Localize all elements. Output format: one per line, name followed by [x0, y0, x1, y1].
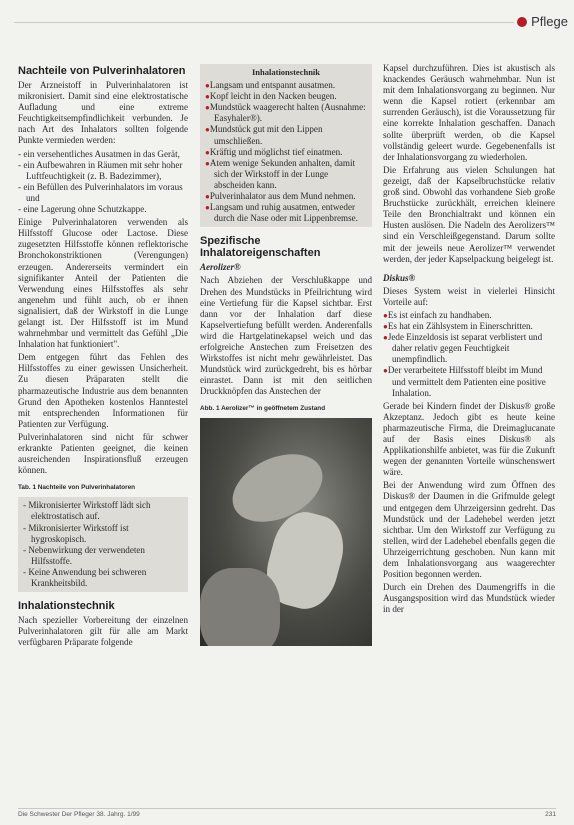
box-title: Inhalationstechnik: [251, 67, 321, 77]
list-item: ● Der verarbeitete Hilfsstoff bleibt im Mund und vermittelt dem Patienten eine positive Inhalation.: [383, 365, 555, 398]
paragraph: Die Erfahrung aus vielen Schulungen hat gezeigt, daß der Kapselbruchstücke relativ groß sind. Obwohl das vorhandene Sieb große Bruchstücke zurückhält, erreichen kleinere Teile den Bronchialtrakt und können ein Husten auslösen. Die Nadeln des Aerolizers™ sind ein Verschleißgegenstand. Darum sollte mit der jeweils neue Aerolizer™ verwendet werden, der jeder Kapselpackung beigelegt ist.: [383, 164, 555, 264]
heading-inhalationstechnik: Inhalationstechnik: [18, 600, 115, 613]
subheading-diskus: Diskus®: [383, 272, 416, 283]
column-1: [18, 65, 188, 650]
page-number: 231: [545, 811, 556, 818]
paragraph: Nach spezieller Vorbereitung der einzelnen Pulverinhalatoren gilt für alle am Markt verfügbaren Präparate folgende: [18, 615, 188, 648]
box-item: ● Langsam und entspannt ausatmen.: [205, 80, 367, 91]
table-caption: Tab. 1 Nachteile von Pulverinhalatoren: [18, 484, 136, 492]
box-item: ● Kopf leicht in den Nacken beugen.: [205, 91, 367, 102]
paragraph: Gerade bei Kindern findet der Diskus® große Akzeptanz. Jedoch gibt es heute keine pharmazeutische Firma, die Dreimaglucanate auf der Basis eines Diskus® als Applikationshilfe anbietet, was für die Zukunft wegen der genannten Vorteile wünschenswert wäre.: [383, 400, 555, 478]
list-item: - ein Befüllen des Pulverinhalators im voraus und: [18, 182, 188, 204]
box-item: ● Atem wenige Sekunden anhalten, damit sich der Wirkstoff in der Lunge abscheiden kann.: [205, 158, 367, 191]
list-item: ● Es ist einfach zu handhaben.: [383, 310, 555, 321]
heading-nachteile: Nachteile von Pulverinhalatoren: [18, 65, 186, 77]
list-item: - ein Aufbewahren in Räumen mit sehr hoher Luftfeuchtigkeit (z. B. Badezimmer),: [18, 160, 188, 182]
table-box: [18, 497, 188, 592]
paragraph: Einige Pulverinhalatoren verwenden als Hilfsstoff Glucose oder Lactose. Diese zugesetzten Hilfsstoffe können reflektorische Bronchokonstriktionen (Verengungen) erzeugen. Andererseits vermindert ein signifikanter Anteil der Patienten die Verwendung eines Hilfsstoffes als sehr angenehm und fühlt auch, ob er ihnen signalisiert, daß der Wirkstoff in die Lunge gelangt ist. Der Hilfsstoff ist im Mund wahrnehmbar und vermittelt das Gefühl „Die Inhalation hat funktioniert".: [18, 217, 188, 350]
box-item: ● Mundstück gut mit den Lippen umschließen.: [205, 124, 367, 146]
list-item: - ein versehentliches Ausatmen in das Gerät,: [18, 149, 188, 160]
box-item: ● Kräftig und möglichst tief einatmen.: [205, 147, 367, 158]
heading-spezifische: Spezifische Inhalatoreigenschaften: [200, 235, 321, 260]
aerolizer-photo: [200, 418, 372, 646]
column-2: [200, 64, 372, 646]
section-tag-label: Pflege: [531, 14, 568, 29]
section-dot-icon: [517, 17, 527, 27]
paragraph: Durch ein Drehen des Daumengriffs in die Ausgangsposition wird das Mundstück wieder in der: [383, 582, 555, 615]
paragraph: Dem entgegen führt das Fehlen des Hilfsstoffes zu einer gewissen Unsicherheit. Zu diesen Präparaten stellt die pharmazeutische Industrie aus dem benannten Grund den Apotheken kostenlos Hanntestel mit entsprechenden Informationen für Patienten zur Verfügung.: [18, 352, 188, 429]
paragraph: Dieses System weist in vielerlei Hinsicht Vorteile auf:: [383, 285, 555, 307]
table-item: - Nebenwirkung der verwendeten Hilfsstoffe.: [23, 545, 183, 567]
page-footer: [18, 808, 556, 818]
table-item: - Mikronisierter Wirkstoff lädt sich elektrostatisch auf.: [23, 500, 183, 522]
list-item: ● Jede Einzeldosis ist separat verblistert und daher relativ gegen Feuchtigkeit unempfindlich.: [383, 332, 555, 365]
paragraph: Kapsel durchzuführen. Dies ist akustisch als knackendes Geräusch wahrnehmbar. Nun ist mit dem Inhalationsvorgang zu beginnen. Nur wenn die Kapsel rotiert (erkennbar am surrenden Geräusch), ist die Voraussetzung für eine korrekte Inhalation geschaffen. Danach sollte überprüft werden, ob die Kapsel vollständig geleert wurde. Gegebenenfalls ist der Inhalationsvorgang zu wiederholen.: [383, 63, 555, 162]
paragraph: Pulverinhalatoren sind nicht für schwer erkrankte Patienten geeignet, die keinen ausreichenden Inspirationsfluß erzeugen können.: [18, 431, 188, 476]
paragraph: Bei der Anwendung wird zum Öffnen des Diskus® der Daumen in die Grifmulde gelegt und entgegen dem Uhrzeigersinn gedreht. Das Mundstück und der Ladehebel werden jetzt sichtbar. Um den Wirkstoff zur Verfügung zu stellen, wird der Ladehebel ebenfalls gegen die Uhrzeigerrichtung geschoben. Nun kann mit dem Inhalationsvorgang aus waagerechter Position begonnen werden.: [383, 480, 555, 580]
section-tag: [517, 14, 568, 29]
box-item: ● Pulverinhalator aus dem Mund nehmen.: [205, 191, 367, 202]
photo-shape: [200, 568, 280, 646]
subheading-aerolizer: Aerolizer®: [200, 262, 241, 273]
paragraph: Der Arzneistoff in Pulverinhalatoren ist mikronisiert. Damit sind eine elektrostatische Aufladung und eine extreme Feuchtigkeitsempfindlichkeit verbunden. Je nach Art des Inhalators sollten folgende Punkte vermieden werden:: [18, 80, 188, 146]
box-item: ● Mundstück waagerecht halten (Ausnahme: Easyhaler®).: [205, 102, 367, 124]
table-item: - Keine Anwendung bei schweren Krankheitsbild.: [23, 567, 183, 589]
diskus-advantages: [383, 310, 555, 399]
figure-caption: Abb. 1 Aerolizer™ in geöffnetem Zustand: [200, 405, 326, 413]
paragraph: Nach Abziehen der Verschlußkappe und Drehen des Mundstücks in Pfeilrichtung wird eine Vertiefung für die Kapsel sichtbar. Erst dann vor der Inhalation darf diese Kapselvertiefung befüllt werden. Anderenfalls wird die Hartgelatinekapsel weich und das erfolgreiche Anstechen zum Freisetzen des Wirkstoffes ist nicht mehr gewährleistet. Das Mundstück wird zurückgedreht, bis es hörbar einrastet. Dann ist mit den seitlichen Druckknöpfen das Anstechen der: [200, 275, 372, 397]
column-3: [383, 63, 555, 618]
list-item: ● Es hat ein Zählsystem in Einerschritten.: [383, 321, 555, 332]
box-item: ● Langsam und ruhig ausatmen, entweder durch die Nase oder mit Lippenbremse.: [205, 202, 367, 224]
technique-box: [200, 64, 372, 227]
footer-journal: Die Schwester Der Pfleger 38. Jahrg. 1/99: [18, 811, 140, 818]
list-item: - eine Lagerung ohne Schutzkappe.: [18, 204, 188, 215]
table-item: - Mikronisierter Wirkstoff ist hygroskopisch.: [23, 523, 183, 545]
avoid-list: [18, 149, 188, 216]
header-rule: [14, 22, 514, 23]
